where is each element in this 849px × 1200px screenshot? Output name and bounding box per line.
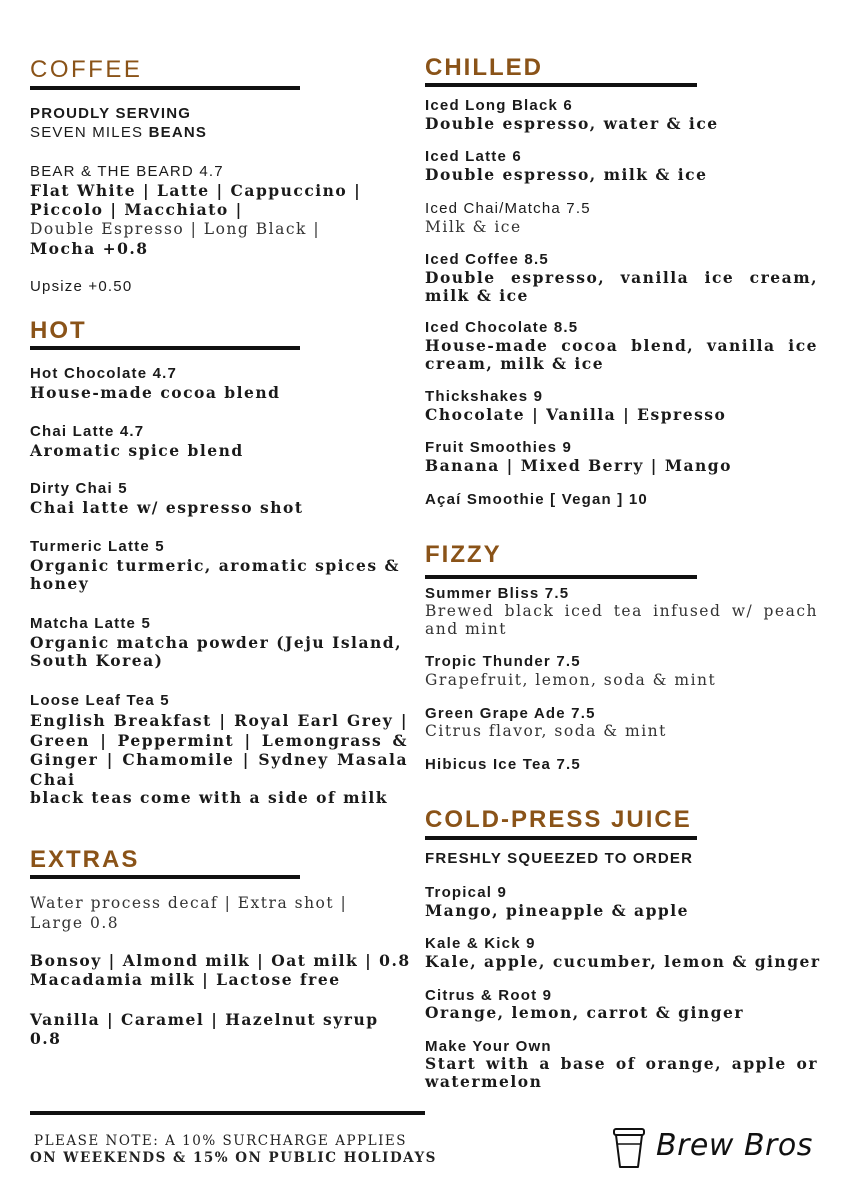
juice-item-desc: Orange, lemon, carrot & ginger (425, 1003, 744, 1022)
extras-milks-line-1: Bonsoy | Almond milk | Oat milk | 0.8 (30, 951, 411, 970)
chilled-item-desc: Milk & ice (425, 218, 522, 236)
hot-item-desc: Organic turmeric, aromatic spices & honey (30, 556, 400, 593)
chilled-item-desc: Double espresso, water & ice (425, 114, 719, 133)
chilled-item-name: Iced Long Black 6 (425, 97, 573, 114)
chilled-item-name: Iced Chocolate 8.5 (425, 319, 579, 336)
chilled-item-name: Iced Chai/Matcha 7.5 (425, 200, 591, 217)
hot-item-name: Hot Chocolate 4.7 (30, 365, 178, 382)
fizzy-item-name: Tropic Thunder 7.5 (425, 653, 581, 670)
hot-item-desc: House-made cocoa blend (30, 383, 281, 402)
chilled-rule (425, 83, 697, 87)
chilled-item-name: Fruit Smoothies 9 (425, 439, 573, 456)
fizzy-item-name: Hibicus Ice Tea 7.5 (425, 756, 581, 773)
hot-item-desc: Organic matcha powder (Jeju Island, South Korea) (30, 633, 402, 670)
fizzy-item-desc: Brewed black iced tea infused w/ peach and mint (425, 602, 818, 638)
juice-heading: COLD-PRESS JUICE (425, 806, 692, 833)
chilled-item-desc: House-made cocoa blend, vanilla ice cream, milk & ice (425, 336, 818, 373)
fizzy-item-name: Green Grape Ade 7.5 (425, 705, 596, 722)
extras-rule (30, 875, 300, 879)
extras-heading: EXTRAS (30, 846, 140, 873)
hot-rule (30, 346, 300, 350)
chilled-item-name: Thickshakes 9 (425, 388, 544, 405)
fizzy-rule (425, 575, 697, 579)
chilled-heading: CHILLED (425, 54, 543, 81)
seven-miles-line (30, 124, 207, 141)
bear-beard-line-2: Piccolo | Macchiato | (30, 200, 243, 219)
bear-beard-line-1: Flat White | Latte | Cappuccino | (30, 181, 362, 200)
chilled-item-desc: Double espresso, vanilla ice cream, milk & ice (425, 268, 818, 305)
juice-rule (425, 836, 697, 840)
juice-item-desc: Kale, apple, cucumber, lemon & ginger (425, 952, 821, 971)
chilled-item-name: Iced Coffee 8.5 (425, 251, 549, 268)
bear-beard-line-4: Mocha +0.8 (30, 239, 149, 258)
proudly-serving-text: PROUDLY SERVING (30, 105, 192, 122)
chilled-item-desc: Banana | Mixed Berry | Mango (425, 456, 732, 475)
chilled-item-name: Iced Latte 6 (425, 148, 522, 165)
seven-miles-text: SEVEN MILES (30, 124, 149, 141)
juice-subheading: FRESHLY SQUEEZED TO ORDER (425, 850, 694, 867)
fizzy-item-desc: Grapefruit, lemon, soda & mint (425, 671, 717, 689)
coffee-cup-icon (612, 1126, 646, 1170)
extras-milks-line-2: Macadamia milk | Lactose free (30, 970, 341, 989)
coffee-rule (30, 86, 300, 90)
juice-item-desc: Start with a base of orange, apple or watermelon (425, 1054, 818, 1091)
hot-item-name: Turmeric Latte 5 (30, 538, 165, 555)
extras-syrups-text: Vanilla | Caramel | Hazelnut syrup 0.8 (30, 1010, 379, 1048)
fizzy-item-name: Summer Bliss 7.5 (425, 585, 570, 602)
juice-item-name: Tropical 9 (425, 884, 508, 901)
hot-item-name: Matcha Latte 5 (30, 615, 151, 632)
hot-item-name: Dirty Chai 5 (30, 480, 128, 497)
brand-logo-text: Brew Bros (656, 1128, 813, 1163)
fizzy-item-desc: Citrus flavor, soda & mint (425, 722, 667, 740)
fizzy-heading: FIZZY (425, 541, 502, 568)
chilled-item-desc: Double espresso, milk & ice (425, 165, 708, 184)
surcharge-note-line-2: ON WEEKENDS & 15% ON PUBLIC HOLIDAYS (30, 1150, 437, 1166)
hot-item-desc: Chai latte w/ espresso shot (30, 498, 304, 517)
juice-item-name: Kale & Kick 9 (425, 935, 536, 952)
juice-item-name: Citrus & Root 9 (425, 987, 553, 1004)
coffee-heading: COFFEE (30, 56, 143, 83)
hot-item-name: Loose Leaf Tea 5 (30, 692, 170, 709)
hot-item-desc: English Breakfast | Royal Earl Grey | Green | Peppermint | Lemongrass & Ginger | Chamomile | Sydney Masala Chai (30, 711, 408, 789)
extras-decaf-text: Water process decaf | Extra shot | Large 0.8 (30, 894, 348, 932)
surcharge-note-line-1: PLEASE NOTE: A 10% SURCHARGE APPLIES (34, 1133, 408, 1149)
upsize-text: Upsize +0.50 (30, 278, 133, 295)
chilled-item-name: Açaí Smoothie [ Vegan ] 10 (425, 491, 648, 508)
bear-beard-title: BEAR & THE BEARD 4.7 (30, 163, 224, 180)
chilled-item-desc: Chocolate | Vanilla | Espresso (425, 405, 727, 424)
footer-rule (30, 1111, 425, 1115)
tea-milk-note: black teas come with a side of milk (30, 788, 388, 807)
hot-item-desc: Aromatic spice blend (30, 441, 244, 460)
beans-text: BEANS (148, 124, 208, 141)
juice-item-desc: Mango, pineapple & apple (425, 901, 690, 920)
juice-item-name: Make Your Own (425, 1038, 552, 1055)
hot-heading: HOT (30, 317, 87, 344)
bear-beard-line-3: Double Espresso | Long Black | (30, 220, 321, 238)
hot-item-name: Chai Latte 4.7 (30, 423, 145, 440)
